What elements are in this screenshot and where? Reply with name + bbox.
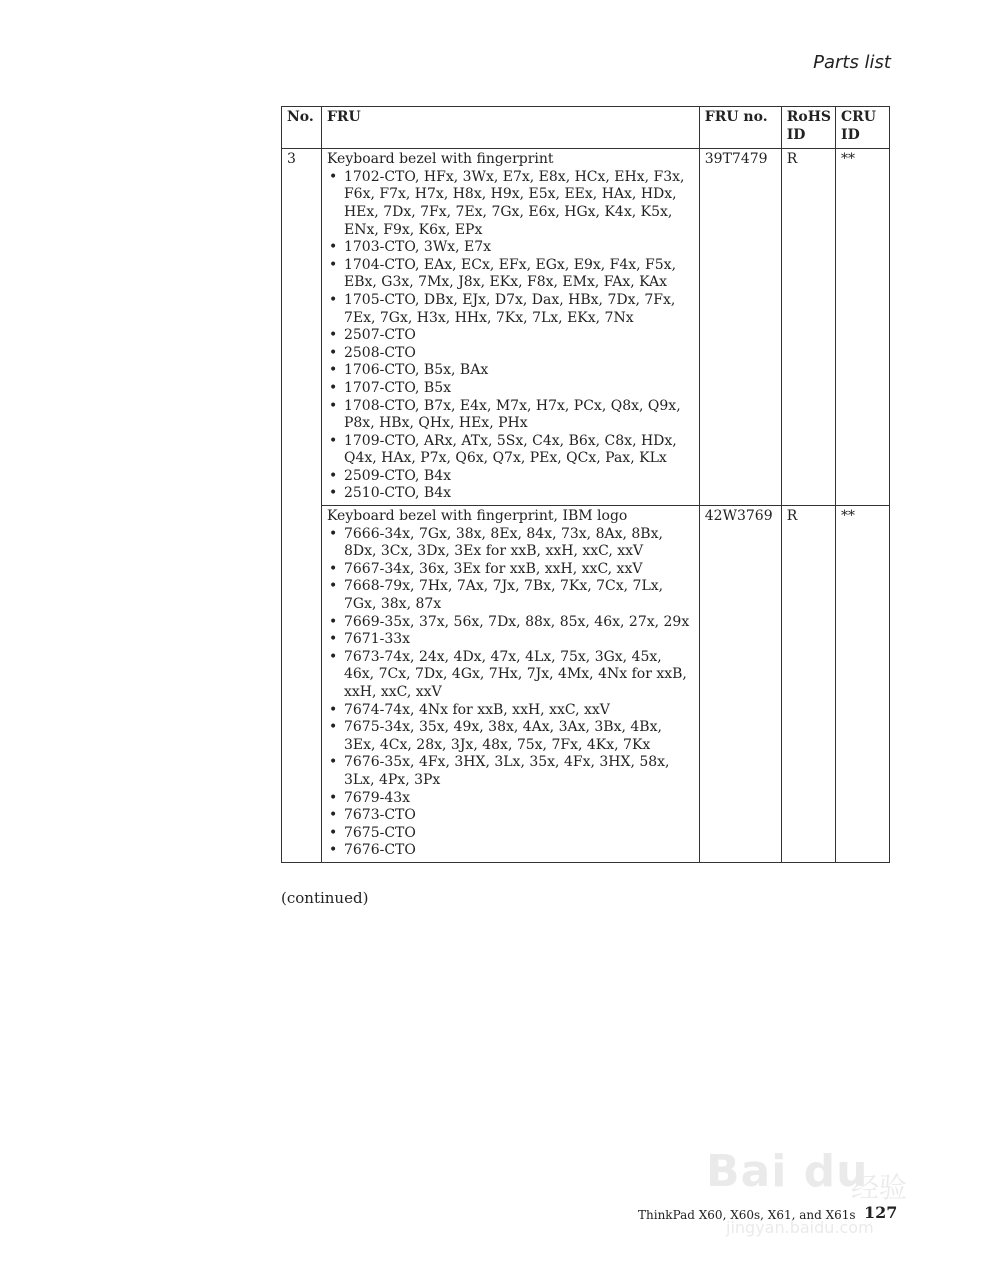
model-list-item: • 2508-CTO	[327, 345, 695, 363]
model-list-item: • 7674-74x, 4Nx for xxB, xxH, xxC, xxV	[327, 702, 695, 720]
table-row	[282, 149, 890, 506]
model-list	[327, 169, 695, 503]
cell-fru	[321, 506, 699, 863]
model-list-item: • 7673-74x, 24x, 4Dx, 47x, 4Lx, 75x, 3Gx, 45x, 46x, 7Cx, 7Dx, 4Gx, 7Hx, 7Jx, 4Mx, 4Nx for xxB, xxH, xxC, xxV	[327, 649, 695, 702]
model-list-item: • 1706-CTO, B5x, BAx	[327, 362, 695, 380]
table-header-row	[282, 107, 890, 149]
page-number: 127	[864, 1203, 898, 1222]
watermark-url: jingyan.baidu.com	[726, 1218, 874, 1237]
parts-table	[281, 106, 890, 863]
fru-title: Keyboard bezel with fingerprint, IBM logo	[326, 508, 628, 525]
model-list-item: • 7673-CTO	[327, 807, 695, 825]
model-list-item: • 7676-35x, 4Fx, 3HX, 3Lx, 35x, 4Fx, 3HX, 58x, 3Lx, 4Px, 3Px	[327, 754, 695, 789]
model-list-item: • 7675-CTO	[327, 825, 695, 843]
watermark-cn-text: 经验	[851, 1171, 908, 1204]
header-fru: FRU	[321, 107, 699, 149]
model-list-item: • 1708-CTO, B7x, E4x, M7x, H7x, PCx, Q8x, Q9x, P8x, HBx, QHx, HEx, PHx	[327, 398, 695, 433]
continued-note: (continued)	[281, 889, 369, 907]
header-rohs-id: RoHS ID	[781, 107, 835, 149]
cell-rohs-id: R	[781, 149, 835, 506]
model-list-item: • 1705-CTO, DBx, EJx, D7x, Dax, HBx, 7Dx, 7Fx, 7Ex, 7Gx, H3x, HHx, 7Kx, 7Lx, EKx, 7Nx	[327, 292, 695, 327]
cell-fru	[321, 149, 699, 506]
cell-rohs-id: R	[781, 506, 835, 863]
model-list-item: • 1707-CTO, B5x	[327, 380, 695, 398]
model-list-item: • 1709-CTO, ARx, ATx, 5Sx, C4x, B6x, C8x, HDx, Q4x, HAx, P7x, Q6x, Q7x, PEx, QCx, Pax, KLx	[327, 433, 695, 468]
table-body	[282, 149, 890, 863]
watermark-logo: Bai du	[706, 1146, 869, 1197]
header-no: No.	[282, 107, 322, 149]
cell-fru-no: 42W3769	[699, 506, 781, 863]
model-list-item: • 2507-CTO	[327, 327, 695, 345]
model-list-item: • 2509-CTO, B4x	[327, 468, 695, 486]
cell-no	[282, 506, 322, 863]
model-list-item: • 2510-CTO, B4x	[327, 485, 695, 503]
header-fru-no: FRU no.	[699, 107, 781, 149]
model-list-item: • 7668-79x, 7Hx, 7Ax, 7Jx, 7Bx, 7Kx, 7Cx, 7Lx, 7Gx, 38x, 87x	[327, 578, 695, 613]
model-list-item: • 1702-CTO, HFx, 3Wx, E7x, E8x, HCx, EHx, F3x, F6x, F7x, H7x, H8x, H9x, E5x, EEx, HAx, HDx, HEx, 7Dx, 7Fx, 7Ex, 7Gx, E6x, HGx, K4x, K5x, ENx, F9x, K6x, EPx	[327, 169, 695, 239]
model-list-item: • 7679-43x	[327, 790, 695, 808]
model-list-item: • 7667-34x, 36x, 3Ex for xxB, xxH, xxC, xxV	[327, 561, 695, 579]
baidu-watermark	[706, 1136, 926, 1266]
running-header-title: Parts list	[813, 52, 891, 73]
model-list-item: • 7669-35x, 37x, 56x, 7Dx, 88x, 85x, 46x, 27x, 29x	[327, 614, 695, 632]
model-list-item: • 7671-33x	[327, 631, 695, 649]
cell-fru-no: 39T7479	[699, 149, 781, 506]
cell-cru-id: **	[836, 149, 890, 506]
fru-title: Keyboard bezel with fingerprint	[326, 151, 554, 168]
model-list	[327, 526, 695, 860]
model-list-item: • 1704-CTO, EAx, ECx, EFx, EGx, E9x, F4x, F5x, EBx, G3x, 7Mx, J8x, EKx, F8x, EMx, FAx, KAx	[327, 257, 695, 292]
model-list-item: • 7676-CTO	[327, 842, 695, 860]
model-list-item: • 7666-34x, 7Gx, 38x, 8Ex, 84x, 73x, 8Ax, 8Bx, 8Dx, 3Cx, 3Dx, 3Ex for xxB, xxH, xxC, xxV	[327, 526, 695, 561]
model-list-item: • 1703-CTO, 3Wx, E7x	[327, 239, 695, 257]
model-list-item: • 7675-34x, 35x, 49x, 38x, 4Ax, 3Ax, 3Bx, 4Bx, 3Ex, 4Cx, 28x, 3Jx, 48x, 75x, 7Fx, 4Kx, 7Kx	[327, 719, 695, 754]
footer-book-title: ThinkPad X60, X60s, X61, and X61s	[638, 1208, 856, 1222]
header-cru-id: CRU ID	[836, 107, 890, 149]
table-row	[282, 506, 890, 863]
cell-no: 3	[282, 149, 322, 506]
cell-cru-id: **	[836, 506, 890, 863]
